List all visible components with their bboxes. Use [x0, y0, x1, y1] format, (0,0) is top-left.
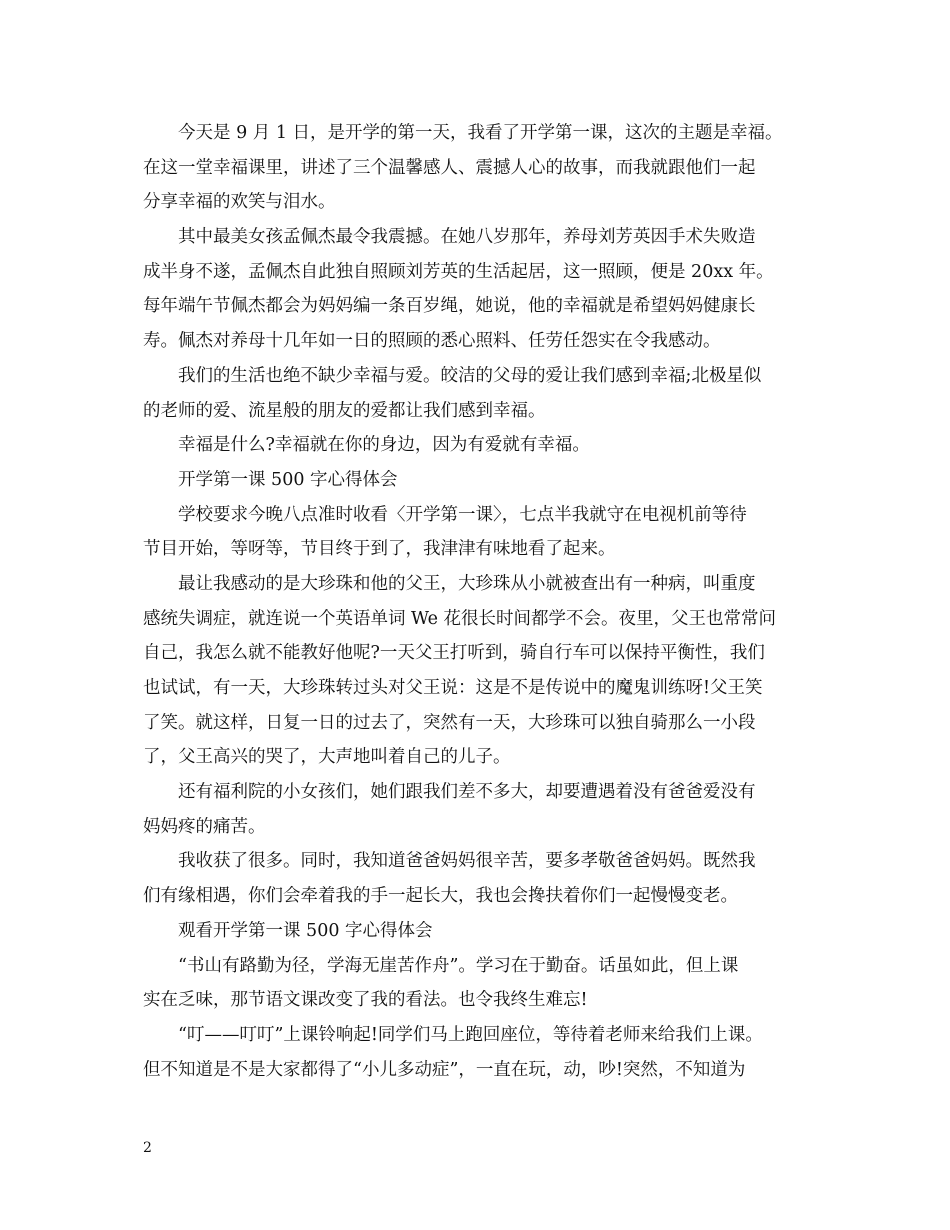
text-line: 了，父王高兴的哭了，大声地叫着自己的儿子。 [143, 747, 511, 768]
text-line: 了笑。就这样，日复一日的过去了，突然有一天，大珍珠可以独自骑那么一小段 [143, 712, 756, 733]
text-line: 我们的生活也绝不缺少幸福与爱。皎洁的父母的爱让我们感到幸福;北极星似 [178, 365, 762, 386]
text-line: 还有福利院的小女孩们，她们跟我们差不多大，却要遭遇着没有爸爸爱没有 [178, 782, 756, 803]
text-line: 节目开始，等呀等，节目终于到了，我津津有味地看了起来。 [143, 539, 616, 560]
text-line: 的老师的爱、流星般的朋友的爱都让我们感到幸福。 [143, 400, 546, 421]
text-line: 实在乏味，那节语文课改变了我的看法。也令我终生难忘! [143, 990, 588, 1011]
text-line: 今天是 9 月 1 日，是开学的第一天，我看了开学第一课，这次的主题是幸福。 [178, 123, 783, 143]
text-line: 在这一堂幸福课里，讲述了三个温馨感人、震撼人心的故事，而我就跟他们一起 [143, 157, 756, 178]
text-line: 观看开学第一课 500 字心得体会 [178, 920, 433, 941]
text-line: 最让我感动的是大珍珠和他的父王，大珍珠从小就被查出有一种病，叫重度 [178, 573, 756, 594]
text-line: 每年端午节佩杰都会为妈妈编一条百岁绳，她说，他的幸福就是希望妈妈健康长 [143, 296, 756, 317]
text-line: “叮——叮叮”上课铃响起!同学们马上跑回座位，等待着老师来给我们上课。 [178, 1024, 763, 1045]
text-line: 分享幸福的欢笑与泪水。 [143, 192, 336, 213]
document-body [143, 116, 823, 1087]
text-line: 妈妈疼的痛苦。 [143, 816, 266, 837]
text-line: “书山有路勤为径，学海无崖苦作舟”。学习在于勤奋。话虽如此，但上课 [178, 955, 739, 976]
text-line: 幸福是什么?幸福就在你的身边，因为有爱就有幸福。 [178, 435, 590, 456]
text-line: 们有缘相遇，你们会牵着我的手一起长大，我也会搀扶着你们一起慢慢变老。 [143, 886, 738, 907]
text-line: 自己，我怎么就不能教好他呢?一天父王打听到，骑自行车可以保持平衡性，我们 [143, 643, 765, 664]
text-line: 也试试，有一天，大珍珠转过头对父王说：这是不是传说中的魔鬼训练呀!父王笑 [143, 678, 763, 698]
text-line: 学校要求今晚八点准时收看〈开学第一课〉，七点半我就守在电视机前等待 [178, 504, 747, 525]
text-line: 成半身不遂，孟佩杰自此独自照顾刘芳英的生活起居，这一照顾，便是 20xx 年。 [143, 261, 774, 282]
text-line: 但不知道是不是大家都得了“小儿多动症”，一直在玩，动，吵!突然，不知道为 [143, 1059, 746, 1080]
text-line: 开学第一课 500 字心得体会 [178, 469, 398, 490]
text-line: 感统失调症，就连说一个英语单词 We 花很长时间都学不会。夜里，父王也常常问 [143, 608, 777, 629]
text-line: 寿。佩杰对养母十几年如一日的照顾的悉心照料、任劳任怨实在令我感动。 [143, 331, 721, 352]
page-number: 2 [143, 1140, 152, 1156]
text-line: 我收获了很多。同时，我知道爸爸妈妈很辛苦，要多孝敬爸爸妈妈。既然我 [178, 851, 756, 872]
text-line: 其中最美女孩孟佩杰最令我震撼。在她八岁那年，养母刘芳英因手术失败造 [178, 227, 756, 248]
